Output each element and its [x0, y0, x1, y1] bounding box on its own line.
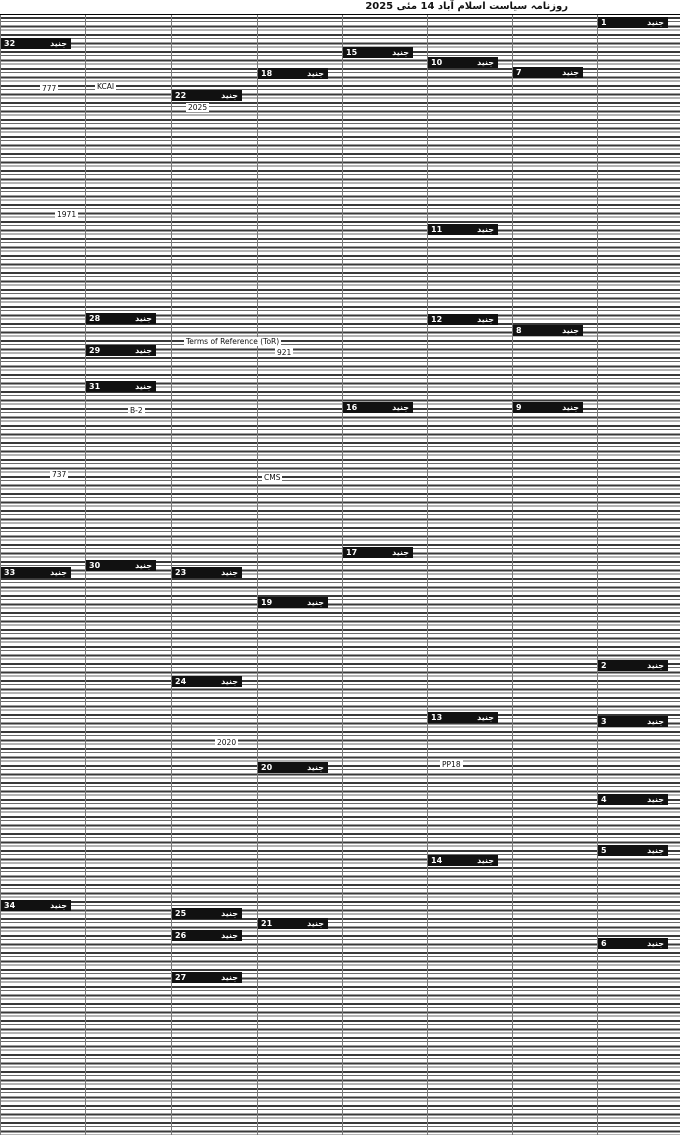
section-label: 1 جنید: [598, 17, 668, 28]
section-label: 17 جنید: [343, 547, 413, 558]
section-label: 13 جنید: [428, 712, 498, 723]
section-label: 28 جنید: [86, 313, 156, 324]
section-label: 4 جنید: [598, 794, 668, 805]
section-label: 9 جنید: [513, 402, 583, 413]
text-column-1: [597, 15, 680, 1135]
masthead: [0, 0, 680, 15]
inline-code: 1971: [57, 210, 77, 219]
section-label: 27 جنید: [172, 972, 242, 983]
section-label: 10 جنید: [428, 57, 498, 68]
text-column-5: [257, 15, 342, 1135]
section-label: 26 جنید: [172, 930, 242, 941]
inline-code: 777: [42, 84, 57, 93]
section-label: 14 جنید: [428, 855, 498, 866]
section-label: 16 جنید: [343, 402, 413, 413]
section-label: 3 جنید: [598, 716, 668, 727]
inline-code: Terms of Reference (ToR): [186, 337, 280, 346]
text-column-3: [427, 15, 512, 1135]
section-label: 5 جنید: [598, 845, 668, 856]
section-label: 25 جنید: [172, 908, 242, 919]
section-label: 31 جنید: [86, 381, 156, 392]
inline-code: PP18: [442, 760, 461, 769]
text-column-7: [85, 15, 171, 1135]
inline-code: B-2: [130, 406, 143, 415]
section-label: 30 جنید: [86, 560, 156, 571]
section-label: 24 جنید: [172, 676, 242, 687]
inline-code: 2020: [217, 738, 237, 747]
text-column-2: [512, 15, 597, 1135]
section-label: 15 جنید: [343, 47, 413, 58]
section-label: 34 جنید: [1, 900, 71, 911]
section-label: 7 جنید: [513, 67, 583, 78]
section-label: 8 جنید: [513, 325, 583, 336]
section-label: 12 جنید: [428, 314, 498, 325]
inline-code: 2025: [188, 103, 208, 112]
text-column-4: [342, 15, 427, 1135]
inline-code: KCAI: [97, 82, 115, 91]
section-label: 20 جنید: [258, 762, 328, 773]
section-label: 2 جنید: [598, 660, 668, 671]
section-label: 11 جنید: [428, 224, 498, 235]
masthead-title: روزنامہ سیاست اسلام آباد 14 مئی 2025: [365, 1, 568, 12]
section-label: 19 جنید: [258, 597, 328, 608]
section-label: 33 جنید: [1, 567, 71, 578]
section-label: 21 جنید: [258, 918, 328, 929]
inline-code: 921: [277, 348, 292, 357]
section-label: 6 جنید: [598, 938, 668, 949]
inline-code: CMS: [264, 473, 281, 482]
section-label: 18 جنید: [258, 68, 328, 79]
section-label: 23 جنید: [172, 567, 242, 578]
section-label: 32 جنید: [1, 38, 71, 49]
section-label: 22 جنید: [172, 90, 242, 101]
section-label: 29 جنید: [86, 345, 156, 356]
inline-code: 737: [52, 470, 67, 479]
